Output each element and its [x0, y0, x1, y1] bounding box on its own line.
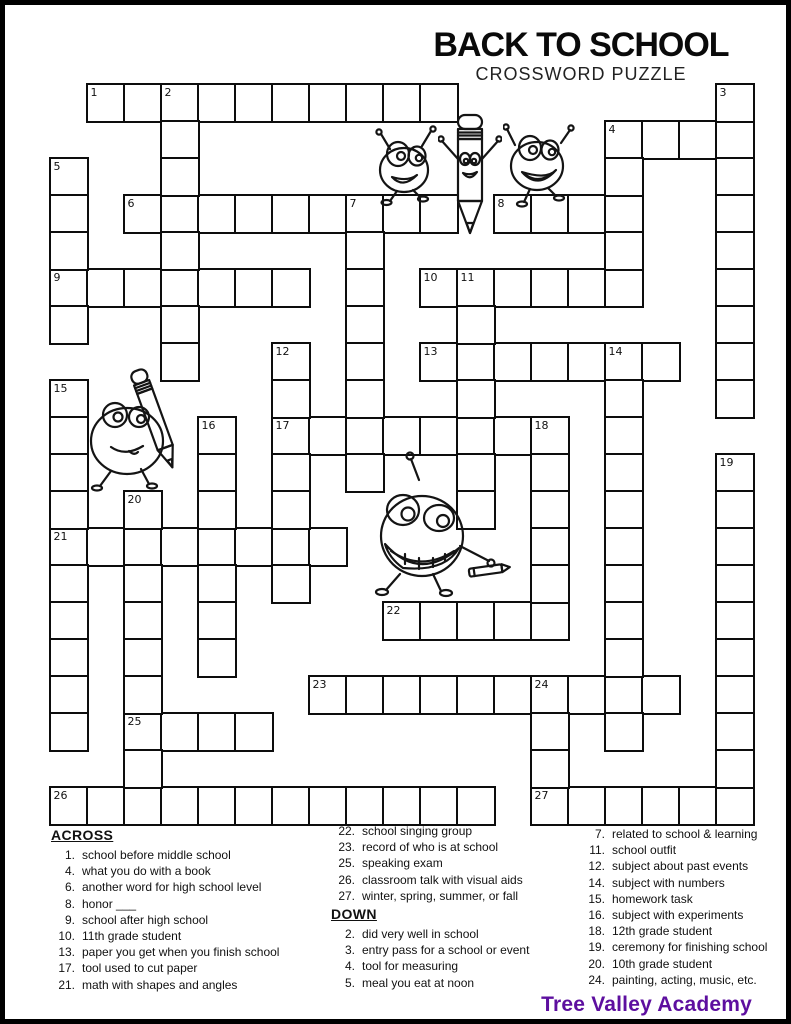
clue-number: 7.: [594, 827, 605, 841]
clue-item: [331, 839, 579, 855]
cell-number: 8: [497, 196, 505, 210]
clue-column: [331, 823, 579, 991]
clue-text: honor ___: [82, 896, 137, 911]
clue-text: 11th grade student: [82, 929, 182, 944]
clue-text: subject with numbers: [612, 875, 725, 890]
cell-number: 22: [386, 603, 401, 617]
clue-number: 1.: [64, 848, 75, 862]
clue-item: [581, 972, 791, 988]
clue-list-area: [5, 5, 791, 1024]
clue-text: tool used to cut paper: [82, 961, 198, 976]
clue-column: [51, 825, 325, 993]
clue-number: 11.: [589, 843, 605, 858]
clue-text: entry pass for a school or event: [362, 943, 530, 958]
cell-number: 17: [275, 418, 290, 432]
clue-number: 24.: [588, 972, 605, 987]
clue-item: [51, 944, 325, 960]
clue-number: 19.: [588, 940, 605, 955]
cell-number: 2: [164, 85, 172, 99]
clue-number: 5.: [344, 975, 355, 990]
clue-text: homework task: [612, 891, 693, 906]
clue-item: [581, 891, 791, 907]
cell-number: 10: [423, 270, 438, 284]
clue-number: 9.: [64, 912, 75, 927]
clue-number: 27.: [338, 888, 355, 903]
clue-number: 17.: [58, 961, 75, 976]
clue-text: school outfit: [612, 843, 677, 858]
clue-text: record of who is at school: [362, 840, 499, 855]
clue-number: 26.: [338, 872, 355, 887]
clue-item: [581, 842, 791, 858]
clue-number: 13.: [58, 945, 75, 960]
clue-text: did very well in school: [362, 927, 479, 942]
clue-text: speaking exam: [362, 856, 443, 871]
cell-number: 19: [719, 455, 734, 469]
clue-item: [51, 863, 325, 879]
cell-number: 4: [608, 122, 616, 136]
clue-number: 23.: [338, 840, 355, 855]
clue-text: 10th grade student: [612, 956, 713, 971]
clue-item: [51, 977, 325, 993]
clue-item: [581, 858, 791, 874]
clue-number: 2.: [344, 927, 355, 942]
clue-number: 6.: [64, 880, 75, 895]
clue-number: 14.: [588, 875, 605, 890]
clue-number: 20.: [588, 956, 605, 971]
cell-number: 11: [460, 270, 475, 284]
clue-number: 15.: [588, 891, 605, 906]
cell-number: 3: [719, 85, 727, 99]
clue-text: paper you get when you finish school: [82, 945, 280, 960]
clue-item: [51, 960, 325, 976]
clue-number: 10.: [58, 929, 75, 944]
clue-item: [51, 847, 325, 863]
clue-number: 22.: [338, 824, 355, 838]
cell-number: 14: [608, 344, 623, 358]
clue-item: [331, 855, 579, 871]
cell-number: 23: [312, 677, 327, 691]
clue-text: related to school & learning: [612, 827, 758, 841]
clue-number: 4.: [64, 864, 75, 879]
cell-number: 27: [534, 788, 549, 802]
clue-item: [581, 939, 791, 955]
clue-text: school after high school: [82, 912, 209, 927]
clue-item: [581, 923, 791, 939]
clue-number: 25.: [338, 856, 355, 871]
cell-number: 1: [90, 85, 98, 99]
clue-item: [581, 907, 791, 923]
cell-number: 18: [534, 418, 549, 432]
branding-text: Tree Valley Academy: [541, 993, 752, 1016]
clue-text: subject with experiments: [612, 908, 744, 923]
clue-item: [581, 826, 791, 842]
clue-number: 18.: [588, 924, 605, 939]
page-subtitle: CROSSWORD PUZZLE: [475, 64, 687, 84]
down-heading: DOWN: [331, 906, 377, 923]
across-heading: ACROSS: [51, 827, 114, 843]
clue-item: [51, 912, 325, 928]
clue-number: 12.: [588, 859, 605, 874]
clue-item: [331, 872, 579, 888]
clue-item: [331, 975, 579, 991]
clue-text: math with shapes and angles: [82, 977, 238, 992]
cell-number: 5: [53, 159, 61, 173]
clue-text: ceremony for finishing school: [612, 940, 768, 955]
cell-number: 26: [53, 788, 68, 802]
clue-item: [331, 823, 579, 839]
clue-number: 21.: [58, 977, 75, 992]
clue-number: 4.: [344, 959, 355, 974]
clue-text: 12th grade student: [612, 924, 713, 939]
clue-text: winter, spring, summer, or fall: [362, 888, 519, 903]
cell-number: 7: [349, 196, 357, 210]
clue-item: [51, 896, 325, 912]
clue-item: [581, 956, 791, 972]
cell-number: 25: [127, 714, 142, 728]
clue-number: 16.: [588, 908, 605, 923]
clue-item: [331, 942, 579, 958]
cell-number: 20: [127, 492, 142, 506]
clue-item: [331, 888, 579, 904]
clue-item: [51, 928, 325, 944]
clue-text: classroom talk with visual aids: [362, 872, 523, 887]
clue-text: school before middle school: [82, 848, 231, 862]
cell-number: 9: [53, 270, 61, 284]
clue-item: [581, 875, 791, 891]
clue-column: [581, 826, 791, 988]
cell-number: 12: [275, 344, 290, 358]
cell-number: 13: [423, 344, 438, 358]
page-title: BACK TO SCHOOL: [433, 26, 729, 64]
cell-number: 24: [534, 677, 549, 691]
cell-number: 16: [201, 418, 216, 432]
clue-item: [51, 879, 325, 895]
cell-number: 21: [53, 529, 68, 543]
clue-text: subject about past events: [612, 859, 749, 874]
clue-number: 8.: [64, 896, 75, 911]
clue-text: meal you eat at noon: [362, 975, 475, 990]
cell-number: 6: [127, 196, 135, 210]
cell-number: 15: [53, 381, 68, 395]
clue-text: painting, acting, music, etc.: [612, 972, 757, 987]
clue-number: 3.: [344, 943, 355, 958]
clue-item: [331, 958, 579, 974]
clue-text: what you do with a book: [82, 864, 211, 879]
clue-item: [331, 926, 579, 942]
clue-text: tool for measuring: [362, 959, 459, 974]
clue-text: another word for high school level: [82, 880, 262, 895]
clue-text: school singing group: [362, 824, 473, 838]
